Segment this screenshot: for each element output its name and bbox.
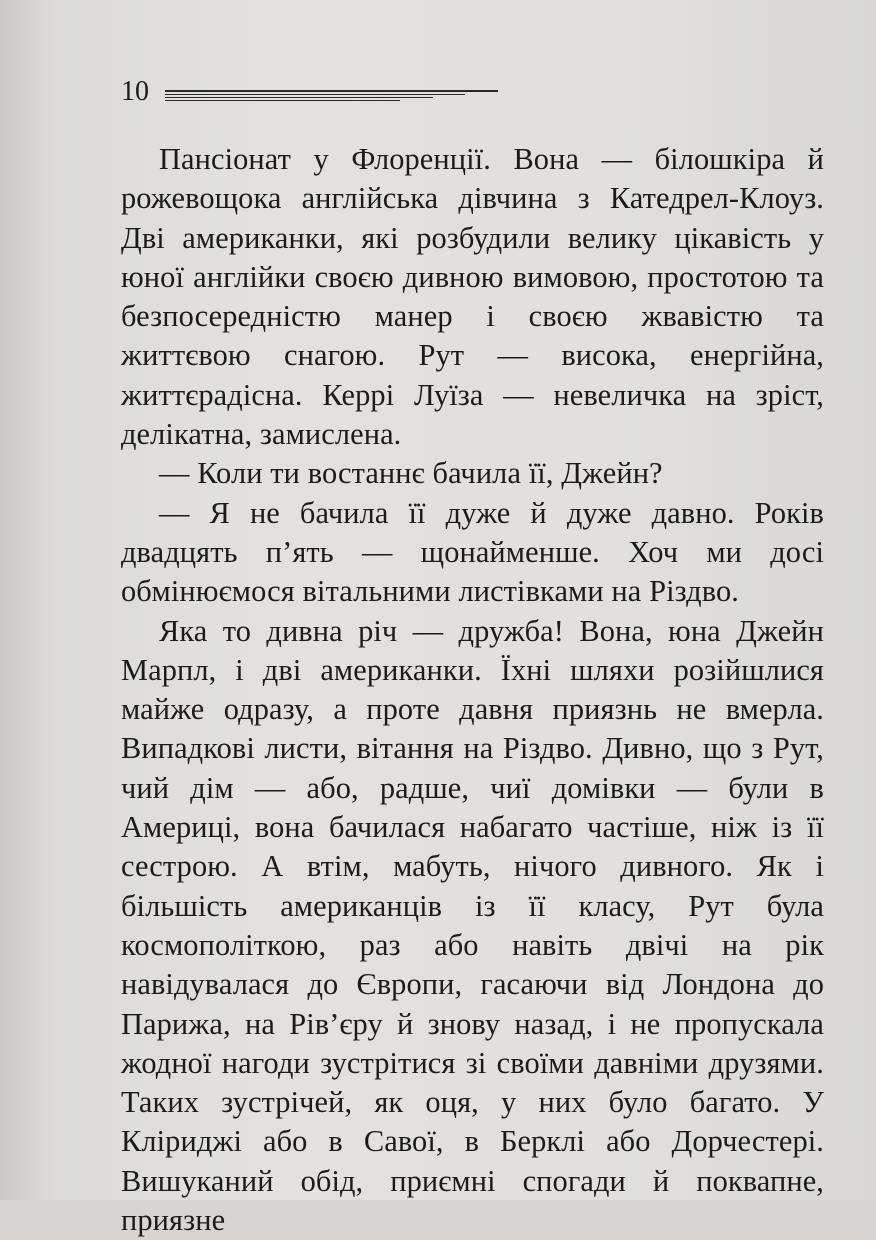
- header-rule-line: [165, 100, 400, 101]
- header-rule-line: [165, 90, 498, 92]
- header-rule-line: [165, 97, 433, 98]
- dialogue-line: — Коли ти востаннє бачила її, Джейн?: [159, 456, 663, 491]
- dialogue-line: — Я не бачила її дуже й дуже давно. Років двадцять п’ять — щонайменше. Хоч ми досі обмінюємося вітальними листівками на Різдво.: [121, 495, 824, 609]
- page-number: 10: [121, 76, 149, 107]
- header-rule: [165, 90, 498, 102]
- paragraph: Пансіонат у Флоренції. Вона — білошкіра й рожевощока англійська дівчина з Катедрел-Клоуз. Дві американки, які розбудили велику цікавість у юної англійки своєю дивною вимовою, простотою та безпосередністю манер і своєю жвавістю та життєвою снагою. Рут — висока, енергійна, життєрадісна. Керрі Луїза — невеличка на зріст, делікатна, замислена.: [121, 142, 824, 452]
- page-header: [121, 78, 501, 106]
- paragraph: Яка то дивна річ — дружба! Вона, юна Джейн Марпл, і дві американки. Їхні шляхи розійшлися майже одразу, а проте давня приязнь не вмерла. Випадкові листи, вітання на Різдво. Дивно, що з Рут, чий дім — або, радше, чиї домівки — були в Америці, вона бачилася набагато частіше, ніж із її сестрою. А втім, мабуть, нічого дивного. Як і більшість американців із її класу, Рут була космополіткою, раз або навіть двічі на рік навідувалася до Європи, гасаючи від Лондона до Парижа, на Рів’єру й знову назад, і не пропускала жодної нагоди зустрітися зі своїми давніми друзями. Таких зустрічей, як оця, у них було багато. У Кліриджі або в Савої, в Берклі або Дорчестері. Вишуканий обід, приємні спогади й поквапне, приязне: [121, 613, 824, 1238]
- header-rule-line: [165, 94, 465, 95]
- page-body: [121, 140, 824, 1240]
